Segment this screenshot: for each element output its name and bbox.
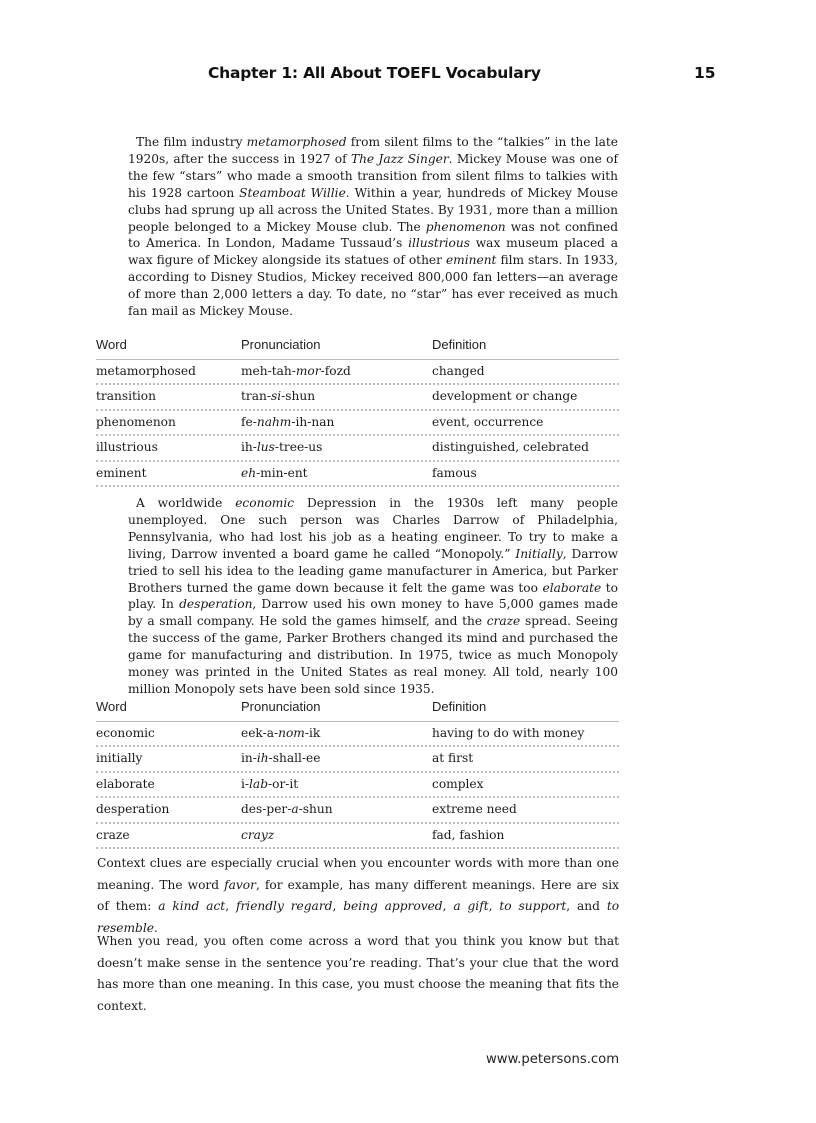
table-row <box>96 385 619 410</box>
cell-definition: at first <box>432 751 474 766</box>
cell-definition: distinguished, celebrated <box>432 440 589 455</box>
cell-definition: extreme need <box>432 802 517 817</box>
text-run: in- <box>241 751 257 766</box>
italic-term: to support <box>499 899 567 913</box>
italic-term: nahm <box>256 414 292 429</box>
italic-term: mor <box>295 364 321 378</box>
header-pronunciation: Pronunciation <box>241 699 321 714</box>
italic-term: being approved <box>343 899 443 913</box>
text-run: -fozd <box>320 364 351 378</box>
cell-pronunciation <box>241 726 320 740</box>
text-run: -shun <box>281 389 316 404</box>
vocab-table-2 <box>96 697 619 849</box>
table-row <box>96 462 619 487</box>
header-definition: Definition <box>432 699 487 714</box>
text-run: eek-a- <box>241 726 279 740</box>
italic-term: lab <box>249 776 268 791</box>
text-run: Depression in the 1930s left many people unemployed. One such person was Charles Darrow of Philadelphia, Pennsylvania, who had lost his job as a heating engineer. To try to make a living, Darrow invented a board game he called “Monopoly.” <box>128 496 618 561</box>
table-header-row <box>96 335 619 360</box>
italic-term: The Jazz Singer <box>350 151 449 166</box>
cell-definition: fad, fashion <box>432 827 505 842</box>
paragraph-text <box>97 853 619 939</box>
text-run: -ik <box>304 726 321 740</box>
text-run: -shun <box>298 802 333 817</box>
table-row <box>96 747 619 772</box>
text-run: , <box>442 899 454 913</box>
cell-word: metamorphosed <box>96 364 196 378</box>
cell-word: initially <box>96 751 143 766</box>
cell-word: desperation <box>96 802 170 817</box>
text-run: , Darrow tried to sell his idea to the leading game manufacturer in America, but Parker Brothers turned the game down because it felt the game was too <box>128 546 618 595</box>
text-run: -ih-nan <box>291 414 335 429</box>
text-run: , Darrow used his own money to have 5,000 games made by a small company. He sold the games himself, and the <box>128 597 618 629</box>
italic-term: crayz <box>241 827 275 842</box>
passage-mickey-mouse <box>128 134 618 320</box>
page-number: 15 <box>694 64 716 82</box>
cell-definition: development or change <box>432 389 578 404</box>
cell-word: eminent <box>96 465 147 480</box>
text-run: fe- <box>241 414 257 429</box>
text-run: , <box>332 899 344 913</box>
text-run: des-per- <box>241 802 292 817</box>
italic-term: si <box>270 389 282 404</box>
text-run: Context clues are especially crucial when you encounter words with more than one meaning. The word <box>97 856 619 892</box>
cell-definition: having to do with money <box>432 726 585 740</box>
italic-term: a kind act <box>158 899 226 913</box>
header-word: Word <box>96 699 127 714</box>
text-run: -min-ent <box>256 465 308 480</box>
italic-term: metamorphosed <box>246 135 347 149</box>
table-row <box>96 360 619 385</box>
cell-pronunciation <box>241 389 315 403</box>
cell-word: transition <box>96 389 156 404</box>
table-row <box>96 798 619 823</box>
cell-definition: complex <box>432 776 484 791</box>
cell-definition: changed <box>432 364 485 378</box>
table-row <box>96 411 619 436</box>
text-run: wax museum placed a wax figure of Mickey alongside its statues of other <box>128 236 618 268</box>
cell-word: elaborate <box>96 776 155 791</box>
header-word: Word <box>96 337 127 352</box>
table-header-row <box>96 697 619 722</box>
italic-term: friendly regard <box>235 899 333 913</box>
italic-term: elaborate <box>542 580 602 595</box>
text-run: . Within a year, hundreds of Mickey Mouse clubs had sprung up all across the United States. By 1931, more than a million people belonged to a Mickey Mouse club. The <box>128 185 619 234</box>
cell-definition: famous <box>432 465 477 480</box>
text-run: , and <box>566 899 607 913</box>
italic-term: economic <box>235 496 295 510</box>
table-row <box>96 773 619 798</box>
cell-word: economic <box>96 726 155 740</box>
cell-pronunciation <box>241 466 308 480</box>
text-run: , <box>488 899 500 913</box>
cell-word: phenomenon <box>96 414 176 429</box>
text-run: was not confined to America. In London, Madame Tussaud’s <box>128 219 618 251</box>
cell-pronunciation <box>241 415 334 429</box>
footer-url: www.petersons.com <box>486 1052 620 1067</box>
text-run: -or-it <box>268 776 299 791</box>
paragraph-text <box>128 495 618 698</box>
text-run: -shall-ee <box>268 751 321 766</box>
text-run: , for example, has many different meanings. Here are six of them: <box>97 877 619 913</box>
text-run: . <box>153 920 158 935</box>
text-run: from silent films to the “talkies” in the late 1920s, after the success in 1927 of <box>128 135 618 166</box>
cell-pronunciation <box>241 440 322 454</box>
italic-term: lus <box>256 440 275 455</box>
italic-term: phenomenon <box>425 219 506 234</box>
cell-pronunciation <box>241 802 333 816</box>
header-definition: Definition <box>432 337 487 352</box>
page-header <box>0 64 816 88</box>
italic-term: Steamboat Willie <box>239 185 346 200</box>
text-run: ih- <box>241 440 257 455</box>
text-run: tran- <box>241 389 271 404</box>
italic-term: a <box>291 802 299 817</box>
table-row <box>96 436 619 461</box>
italic-term: eminent <box>445 253 497 268</box>
text-run: film stars. In 1933, according to Disney Studios, Mickey received 800,000 fan letters—an average of more than 2,000 letters a day. To date, no “star” has ever received as much fan mail as Mickey Mouse. <box>128 253 618 319</box>
passage-context-clues <box>97 853 619 939</box>
text-run: i- <box>241 776 250 791</box>
text-run: to play. In <box>128 580 619 612</box>
chapter-title: Chapter 1: All About TOEFL Vocabulary <box>208 64 541 82</box>
cell-pronunciation <box>241 777 298 791</box>
header-pronunciation: Pronunciation <box>241 337 321 352</box>
text-run: -tree-us <box>274 440 323 455</box>
text-run: The film industry <box>136 135 247 149</box>
text-run: meh-tah- <box>241 364 296 378</box>
passage-multiple-meanings <box>97 931 619 1017</box>
italic-term: favor <box>224 877 256 892</box>
italic-term: Initially <box>515 546 563 561</box>
vocab-table-1 <box>96 335 619 487</box>
table-row <box>96 824 619 849</box>
text-run: . Mickey Mouse was one of the few “stars” who made a smooth transition from silent films to talkies with his 1928 cartoon <box>128 151 619 200</box>
text-run: spread. Seeing the success of the game, Parker Brothers changed its mind and purchased the game for manufacturing and distribution. In 1975, twice as much Monopoly money was printed in the United States as real money. All told, nearly 100 million Monopoly sets have been sold since 1935. <box>128 614 618 696</box>
italic-term: nom <box>278 726 305 740</box>
text-run: , <box>225 899 236 913</box>
paragraph-text <box>97 931 619 1017</box>
cell-pronunciation <box>241 364 351 378</box>
cell-pronunciation <box>241 828 274 842</box>
cell-word: craze <box>96 827 130 842</box>
italic-term: to resemble <box>97 899 620 935</box>
italic-term: eh <box>241 465 257 480</box>
italic-term: desperation <box>179 597 253 612</box>
cell-definition: event, occurrence <box>432 414 544 429</box>
italic-term: craze <box>486 614 521 629</box>
italic-term: a gift <box>453 899 489 913</box>
text-run: A worldwide <box>136 496 236 510</box>
text-run: When you read, you often come across a word that you think you know but that doesn’t make sense in the sentence you’re reading. That’s your clue that the word has more than one meaning. In this case, you must choose the meaning that fits the context. <box>97 934 619 1013</box>
table-row <box>96 722 619 747</box>
cell-pronunciation <box>241 751 320 765</box>
italic-term: illustrious <box>408 236 470 251</box>
cell-word: illustrious <box>96 440 158 455</box>
paragraph-text <box>128 134 618 320</box>
italic-term: ih <box>256 751 269 766</box>
passage-monopoly <box>128 495 618 698</box>
